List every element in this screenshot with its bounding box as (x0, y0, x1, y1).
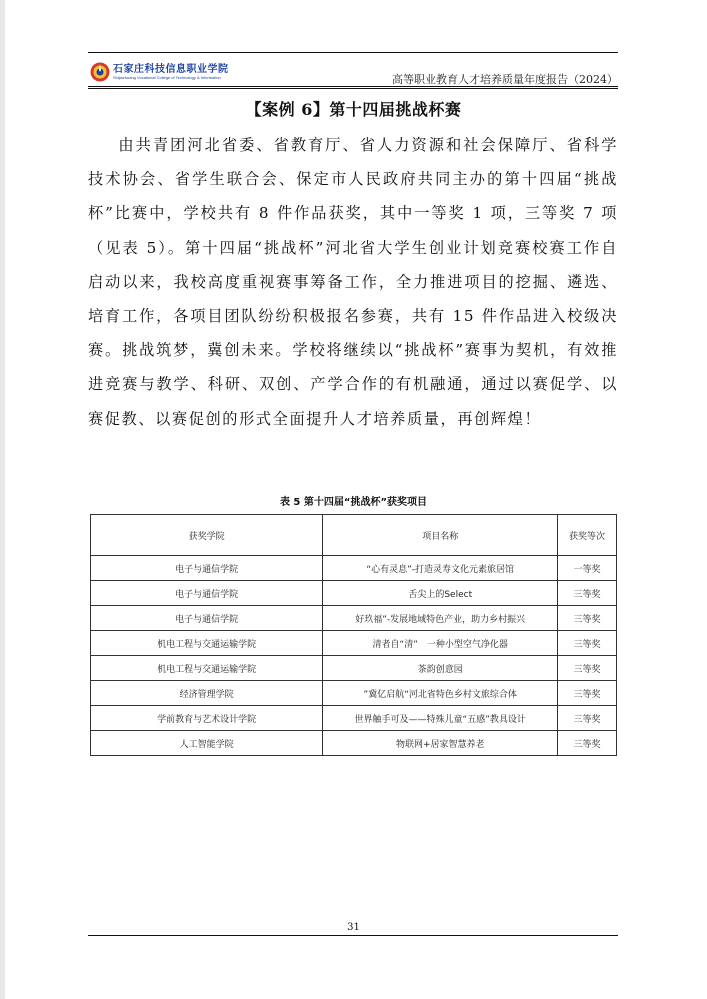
page-number: 31 (347, 922, 360, 933)
cell-project: 物联网+居家智慧养老 (323, 731, 558, 756)
cell-college: 机电工程与交通运输学院 (91, 656, 323, 681)
cell-college: 经济管理学院 (91, 681, 323, 706)
cell-award: 三等奖 (558, 731, 617, 756)
case-paragraph: 由共青团河北省委、省教育厅、省人力资源和社会保障厅、省科学技术协会、省学生联合会、保定市人民政府共同主办的第十四届“挑战杯”比赛中，学校共有 8 件作品获奖，其中一等奖 1 项，三等奖 7 项（见表 5）。第十四届“挑战杯”河北省大学生创业计划竞赛校赛工作自启动以来，我校高度重视赛事筹备工作，全力推进项目的挖掘、遴选、培育工作，各项目团队纷纷积极报名参赛，共有 15 件作品进入校级决赛。挑战筑梦，冀创未来。学校将继续以“挑战杯”赛事为契机，有效推进竞赛与教学、科研、双创、产学合作的有机融通，通过以赛促学、以赛促教、以赛促创的形式全面提升人才培养质量，再创辉煌！ (88, 136, 618, 428)
cell-project: ”冀亿启航“河北省特色乡村文旅综合体 (323, 681, 558, 706)
cell-award: 三等奖 (558, 656, 617, 681)
cell-college: 人工智能学院 (91, 731, 323, 756)
cell-project: 世界触手可及——特殊儿童“五感”教具设计 (323, 706, 558, 731)
table-row (91, 731, 617, 756)
footer-rule (88, 935, 618, 936)
table-row (91, 706, 617, 731)
cell-college: 机电工程与交通运输学院 (91, 631, 323, 656)
logo-name-cn: 石家庄科技信息职业学院 (113, 63, 229, 75)
cell-award: 三等奖 (558, 606, 617, 631)
college-logo (90, 61, 229, 83)
cell-project: 舌尖上的Select (323, 581, 558, 606)
header-bottom-rule (88, 86, 618, 87)
header-project-name: 项目名称 (323, 515, 558, 556)
cell-project: “心有灵息”-打造灵寿文化元素旅居馆 (323, 556, 558, 581)
table-row (91, 556, 617, 581)
table-row (91, 581, 617, 606)
header-award-level: 获奖等次 (558, 515, 617, 556)
awards-table (90, 514, 617, 756)
cell-award: 三等奖 (558, 581, 617, 606)
cell-college: 电子与通信学院 (91, 581, 323, 606)
cell-college: 电子与通信学院 (91, 606, 323, 631)
page-header (88, 52, 618, 88)
cell-award: 三等奖 (558, 681, 617, 706)
header-college: 获奖学院 (91, 515, 323, 556)
college-emblem-icon (90, 62, 110, 82)
cell-award: 三等奖 (558, 631, 617, 656)
table-row (91, 631, 617, 656)
table-caption: 表 5 第十四届“挑战杯”获奖项目 (279, 497, 428, 508)
cell-project: 茶韵创意园 (323, 656, 558, 681)
cell-project: 清者自“清” 一种小型空气净化器 (323, 631, 558, 656)
table-row (91, 606, 617, 631)
cell-college: 电子与通信学院 (91, 556, 323, 581)
report-title: 高等职业教育人才培养质量年度报告（2024） (392, 73, 618, 86)
header-bottom-rule-thin (88, 88, 618, 89)
table-row (91, 681, 617, 706)
table-row (91, 656, 617, 681)
header-top-rule (88, 52, 618, 53)
cell-award: 三等奖 (558, 706, 617, 731)
logo-name-en: Shijiazhuang Vocational College of Technology & Information (113, 74, 221, 80)
cell-award: 一等奖 (558, 556, 617, 581)
case-title: 【案例 6】第十四届挑战杯赛 (245, 100, 462, 119)
cell-project: 好玖福”-发展地域特色产业，助力乡村振兴 (323, 606, 558, 631)
cell-college: 学前教育与艺术设计学院 (91, 706, 323, 731)
table-header-row (91, 515, 617, 556)
